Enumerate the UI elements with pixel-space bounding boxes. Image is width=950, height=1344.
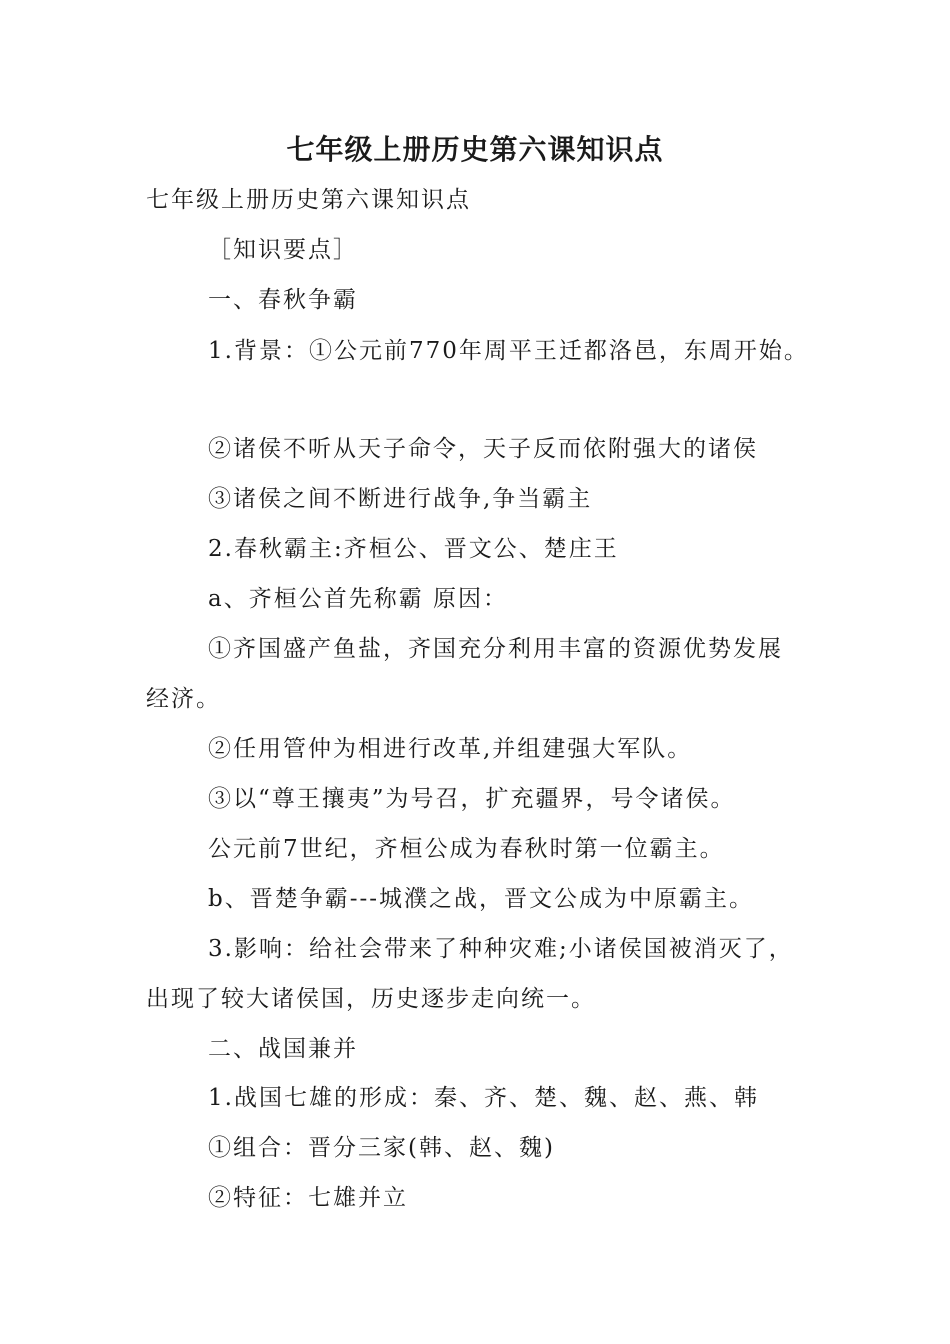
- paragraph-line: ①齐国盛产鱼盐，齐国充分利用丰富的资源优势发展: [208, 636, 783, 662]
- paragraph-line: ②特征：七雄并立: [208, 1185, 408, 1211]
- paragraph-line: ①组合：晋分三家(韩、赵、魏): [208, 1135, 555, 1161]
- paragraph-line: ③诸侯之间不断进行战争,争当霸主: [208, 486, 593, 512]
- section-label: ［知识要点］: [208, 237, 358, 263]
- section-heading: 二、战国兼并: [208, 1036, 358, 1062]
- paragraph-line: a、齐桓公首先称霸 原因：: [208, 586, 509, 612]
- document-title: 七年级上册历史第六课知识点: [286, 133, 664, 166]
- paragraph-line: b、晋楚争霸---城濮之战，晋文公成为中原霸主。: [208, 886, 755, 912]
- paragraph-line: 公元前7世纪，齐桓公成为春秋时第一位霸主。: [208, 836, 725, 862]
- paragraph-line: ②诸侯不听从天子命令，天子反而依附强大的诸侯: [208, 436, 758, 462]
- subtitle-line: 七年级上册历史第六课知识点: [146, 187, 471, 213]
- paragraph-line: 1.战国七雄的形成：秦、齐、楚、魏、赵、燕、韩: [208, 1085, 759, 1111]
- paragraph-continuation: 经济。: [146, 686, 221, 712]
- paragraph-continuation: 出现了较大诸侯国，历史逐步走向统一。: [146, 986, 596, 1012]
- paragraph-line: ③以“尊王攘夷”为号召，扩充疆界，号令诸侯。: [208, 786, 736, 812]
- paragraph-line: 2.春秋霸主:齐桓公、晋文公、楚庄王: [208, 536, 619, 562]
- paragraph-line: ②任用管仲为相进行改革,并组建强大军队。: [208, 736, 693, 762]
- paragraph-line: 1.背景：①公元前770年周平王迁都洛邑，东周开始。: [208, 338, 809, 364]
- section-heading: 一、春秋争霸: [208, 287, 358, 313]
- paragraph-line: 3.影响：给社会带来了种种灾难;小诸侯国被消灭了，: [208, 936, 794, 962]
